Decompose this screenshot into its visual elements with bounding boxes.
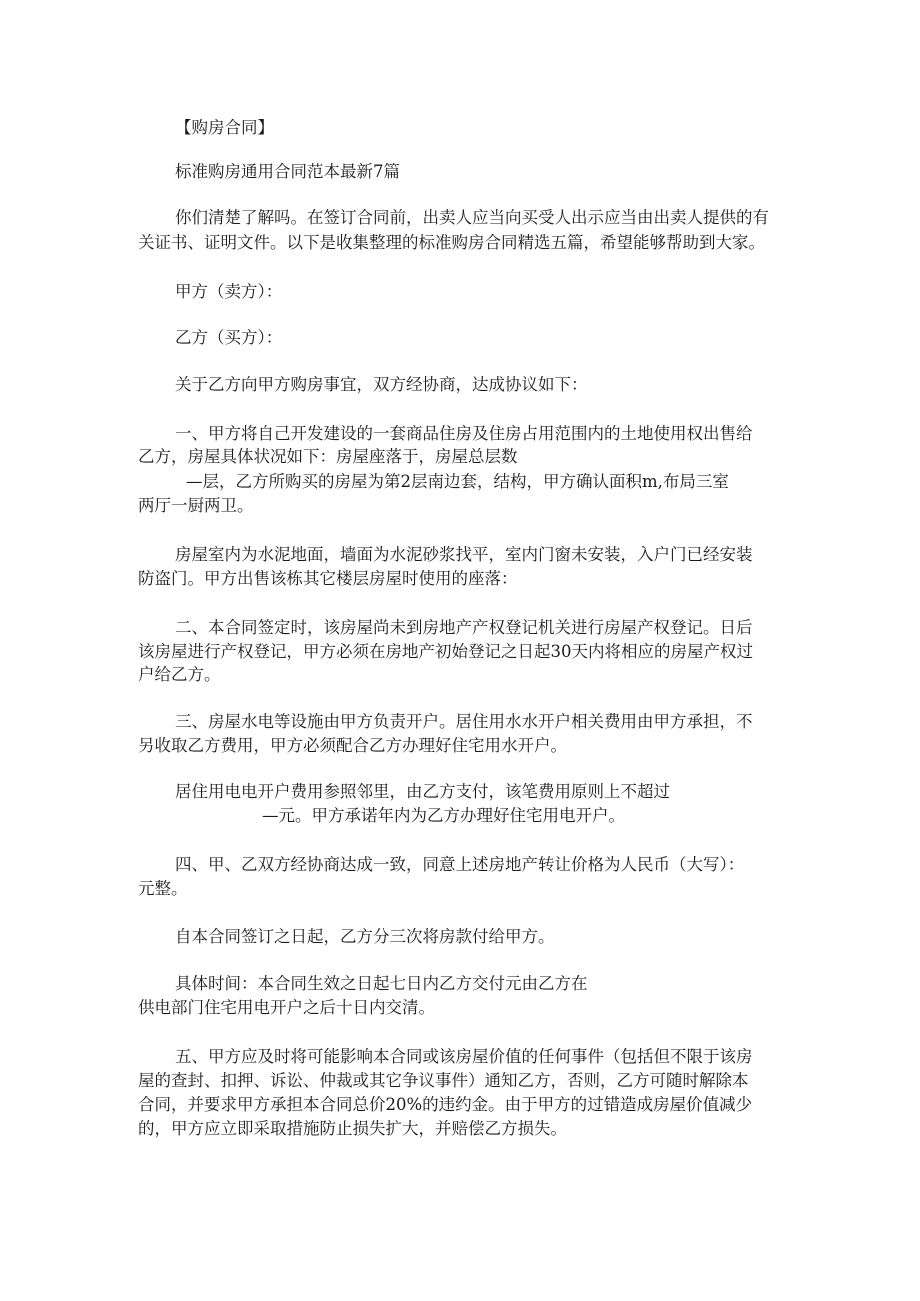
text-line: 具体时间：本合同生效之日起七日内乙方交付元由乙方在 xyxy=(175,974,588,993)
text-line: 两厅一厨两卫。 xyxy=(138,496,254,515)
document-heading: 【购房合同】 xyxy=(175,118,274,137)
text-line: 关于乙方向甲方购房事宜，双方经协商，达成协议如下： xyxy=(175,375,588,394)
text-line: 房屋室内为水泥地面，墙面为水泥砂浆找平，室内门窗未安装，入户门已经安装 xyxy=(175,545,753,564)
text-line: 元整。 xyxy=(138,879,188,898)
document-subtitle: 标准购房通用合同范本最新7篇 xyxy=(175,162,400,181)
text-line: 自本合同签订之日起，乙方分三次将房款付给甲方。 xyxy=(175,927,555,946)
text-line: 户给乙方。 xyxy=(138,665,221,684)
text-line: 居住用电电开户费用参照邻里，由乙方支付，该笔费用原则上不超过 xyxy=(175,782,670,801)
text-line: 乙方，房屋具体状况如下：房屋座落于，房屋总层数 xyxy=(138,447,518,466)
text-line: 防盗门。甲方出售该栋其它楼层房屋时使用的座落： xyxy=(138,569,518,588)
text-line: 关证书、证明文件。以下是收集整理的标准购房合同精选五篇，希望能够帮助到大家。 xyxy=(138,233,765,252)
text-line: 该房屋进行产权登记，甲方必须在房地产初始登记之日起30天内将相应的房屋产权过 xyxy=(138,642,753,661)
text-line: 屋的查封、扣押、诉讼、仲裁或其它争议事件）通知乙方，否则，乙方可随时解除本 xyxy=(138,1071,749,1090)
text-line: —元。甲方承诺年内为乙方办理好住宅用电开户。 xyxy=(262,806,625,825)
text-line: 三、房屋水电等设施由甲方负责开户。居住用水水开户相关费用由甲方承担，不 xyxy=(175,712,753,731)
party-b-line: 乙方（买方）： xyxy=(175,328,283,347)
text-line: 一、甲方将自己开发建设的一套商品住房及住房占用范围内的土地使用权出售给 xyxy=(175,424,753,443)
text-line: 二、本合同签定时，该房屋尚未到房地产产权登记机关进行房屋产权登记。日后 xyxy=(175,618,753,637)
text-line: 另收取乙方费用，甲方必须配合乙方办理好住宅用水开户。 xyxy=(138,736,567,755)
text-line: 五、甲方应及时将可能影响本合同或该房屋价值的任何事件（包括但不限于该房 xyxy=(175,1047,753,1066)
text-line: 四、甲、乙双方经协商达成一致，同意上述房地产转让价格为人民币（大写）： xyxy=(175,855,745,874)
text-line: —层，乙方所购买的房屋为第2层南边套，结构，甲方确认面积m,布局三室 xyxy=(186,472,729,491)
text-line: 供电部门住宅用电开户之后十日内交清。 xyxy=(138,998,435,1017)
text-line: 合同，并要求甲方承担本合同总价20%的违约金。由于甲方的过错造成房屋价值减少 xyxy=(138,1095,753,1114)
text-line: 你们清楚了解吗。在签订合同前，出卖人应当向买受人出示应当由出卖人提供的有 xyxy=(175,208,769,227)
text-line: 的，甲方应立即采取措施防止损失扩大，并赔偿乙方损失。 xyxy=(138,1119,567,1138)
party-a-line: 甲方（卖方）： xyxy=(175,282,283,301)
